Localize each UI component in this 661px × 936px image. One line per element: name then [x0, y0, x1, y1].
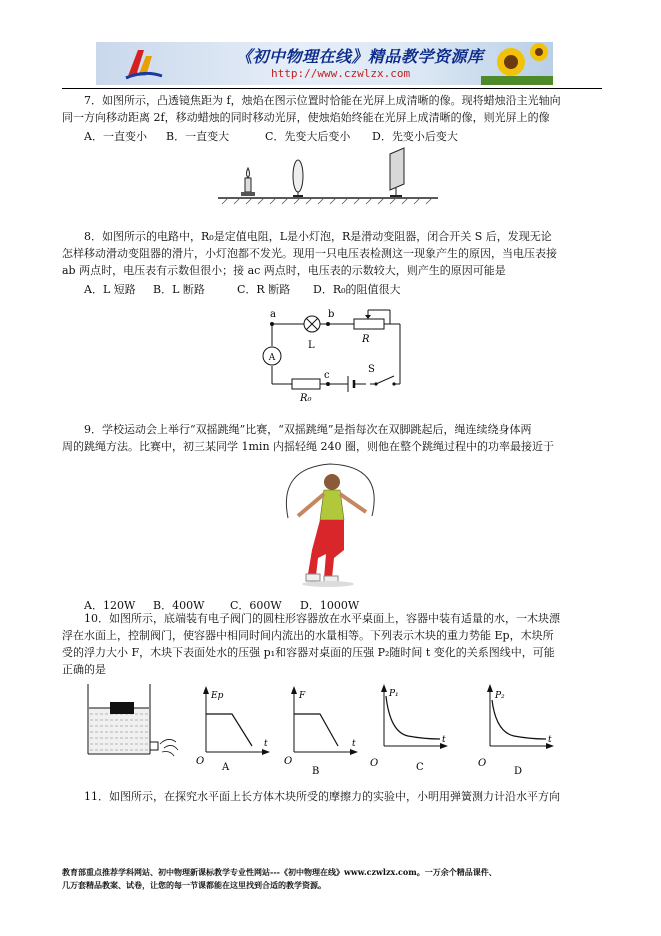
graph-b-xlabel: t	[352, 739, 356, 749]
graph-c-ylabel: P₁	[389, 689, 399, 699]
graph-d	[478, 684, 554, 777]
graph-b	[284, 686, 358, 777]
banner-url: http://www.czwlzx.com	[271, 67, 411, 80]
graph-c-xlabel: t	[442, 735, 446, 745]
wood-block	[110, 702, 134, 714]
graph-b-ylabel: F	[299, 691, 306, 701]
logo-icon	[124, 46, 164, 82]
q9-option-d: D．1000W	[300, 599, 360, 612]
banner-title: 《初中物理在线》精品教学资源库	[236, 47, 484, 66]
bench-hatching	[222, 198, 432, 204]
graph-a	[196, 686, 270, 773]
q7-option-c: C．先变大后变小	[265, 130, 351, 143]
label-s: S	[368, 364, 375, 375]
graph-b-letter: B	[312, 766, 320, 777]
q11-text-line1: 11．如图所示，在探究水平面上长方体木块所受的摩擦力的实验中，小明用弹簧测力计沿水平方向	[84, 790, 560, 803]
graph-b-origin: O	[284, 756, 293, 767]
q9-text-line1: 9．学校运动会上举行“双摇跳绳”比赛，“双摇跳绳”是指每次在双脚跳起后，绳连续绕身体两	[84, 423, 532, 436]
svg-text:A: A	[268, 353, 276, 363]
q10-text-line3: 受的浮力大小 F，木块下表面处水的压强 p₁和容器对桌面的压强 P₂随时间 t 变化的关系图线中，可能	[62, 646, 555, 659]
graph-d-xlabel: t	[548, 735, 552, 745]
q9-option-a: A．120W	[84, 599, 136, 612]
label-a: a	[270, 309, 276, 320]
lamp-icon	[304, 316, 320, 332]
label-b: b	[328, 309, 335, 320]
graph-d-ylabel: P₂	[495, 691, 505, 701]
rheostat-icon	[354, 310, 390, 329]
label-r: R	[362, 334, 370, 345]
footer-line1: 教育部重点推荐学科网站、初中物理新课标教学专业性网站---《初中物理在线》www.czwlzx.com。一万余个精品课件、	[62, 867, 497, 877]
footer-line2: 几万套精品教案、试卷，让您的每一节课都能在这里找到合适的教学资源。	[62, 880, 326, 890]
graph-c	[370, 684, 448, 773]
resistor-r0-icon	[292, 379, 320, 389]
q10-text-line4: 正确的是	[62, 663, 106, 676]
q7-option-a: A．一直变小	[84, 130, 147, 143]
battery-icon	[348, 376, 354, 392]
q9-option-b: B．400W	[153, 599, 205, 612]
q7-option-b: B．一直变大	[166, 130, 230, 143]
graph-d-letter: D	[514, 766, 523, 777]
q10-graphs	[198, 684, 608, 778]
voltmeter-icon	[263, 347, 281, 365]
q10-container-figure	[84, 680, 194, 760]
q7-optical-bench-figure	[218, 146, 438, 208]
q8-text-line3: ab 两点时，电压表有示数但很小；接 ac 两点时，电压表的示数较大，则产生的原因可能是	[62, 264, 506, 277]
sunflower-icon	[481, 42, 553, 85]
water-flow-icon	[160, 739, 178, 756]
valve-icon	[150, 742, 158, 750]
label-c: c	[324, 370, 330, 381]
header-banner	[96, 42, 553, 85]
graph-a-xlabel: t	[264, 739, 268, 749]
q8-option-a: A．L 短路	[84, 283, 136, 296]
graph-d-origin: O	[478, 758, 487, 769]
candle-icon	[241, 168, 255, 196]
q8-text-line1: 8．如图所示的电路中，R₀是定值电阻，L是小灯泡，R是滑动变阻器，闭合开关 S 后，发现无论	[84, 230, 552, 243]
graph-c-origin: O	[370, 758, 379, 769]
q8-text-line2: 怎样移动滑动变阻器的滑片，小灯泡都不发光。现用一只电压表检测这一现象产生的原因，当电压表接	[62, 247, 557, 260]
label-r0: R₀	[300, 393, 312, 404]
q9-option-c: C．600W	[230, 599, 282, 612]
q10-text-line2: 浮在水面上，控制阀门，使容器中相同时间内流出的水量相等。下列表示木块的重力势能 Ep，木块所	[62, 629, 554, 642]
lens-icon	[293, 160, 303, 197]
q9-text-line2: 周的跳绳方法。比赛中，初三某同学 1min 内摇轻绳 240 圈，则他在整个跳绳过程中的功率最接近于	[62, 440, 555, 453]
graph-c-letter: C	[416, 762, 424, 773]
screen-icon	[390, 148, 404, 197]
q8-option-c: C．R 断路	[237, 283, 291, 296]
q8-option-d: D．R₀的阻值很大	[313, 283, 401, 296]
q7-text-line1: 7．如图所示，凸透镜焦距为 f，烛焰在图示位置时恰能在光屏上成清晰的像。现将蜡烛沿主光轴向	[84, 94, 561, 107]
q7-option-d: D．先变小后变大	[372, 130, 458, 143]
graph-a-ylabel: Ep	[211, 691, 224, 701]
rope-skipper-image	[272, 458, 388, 588]
q8-circuit-diagram	[258, 302, 408, 402]
graph-a-letter: A	[222, 762, 230, 773]
q10-text-line1: 10．如图所示，底端装有电子阀门的圆柱形容器放在水平桌面上，容器中装有适量的水，一木块漂	[84, 612, 560, 625]
q8-option-b: B．L 断路	[153, 283, 205, 296]
label-l: L	[308, 340, 315, 351]
header-divider	[62, 88, 602, 89]
q7-text-line2: 同一方向移动距离 2f，移动蜡烛的同时移动光屏，使烛焰始终能在光屏上成清晰的像，则光屏上的像	[62, 111, 550, 124]
graph-a-origin: O	[196, 756, 205, 767]
